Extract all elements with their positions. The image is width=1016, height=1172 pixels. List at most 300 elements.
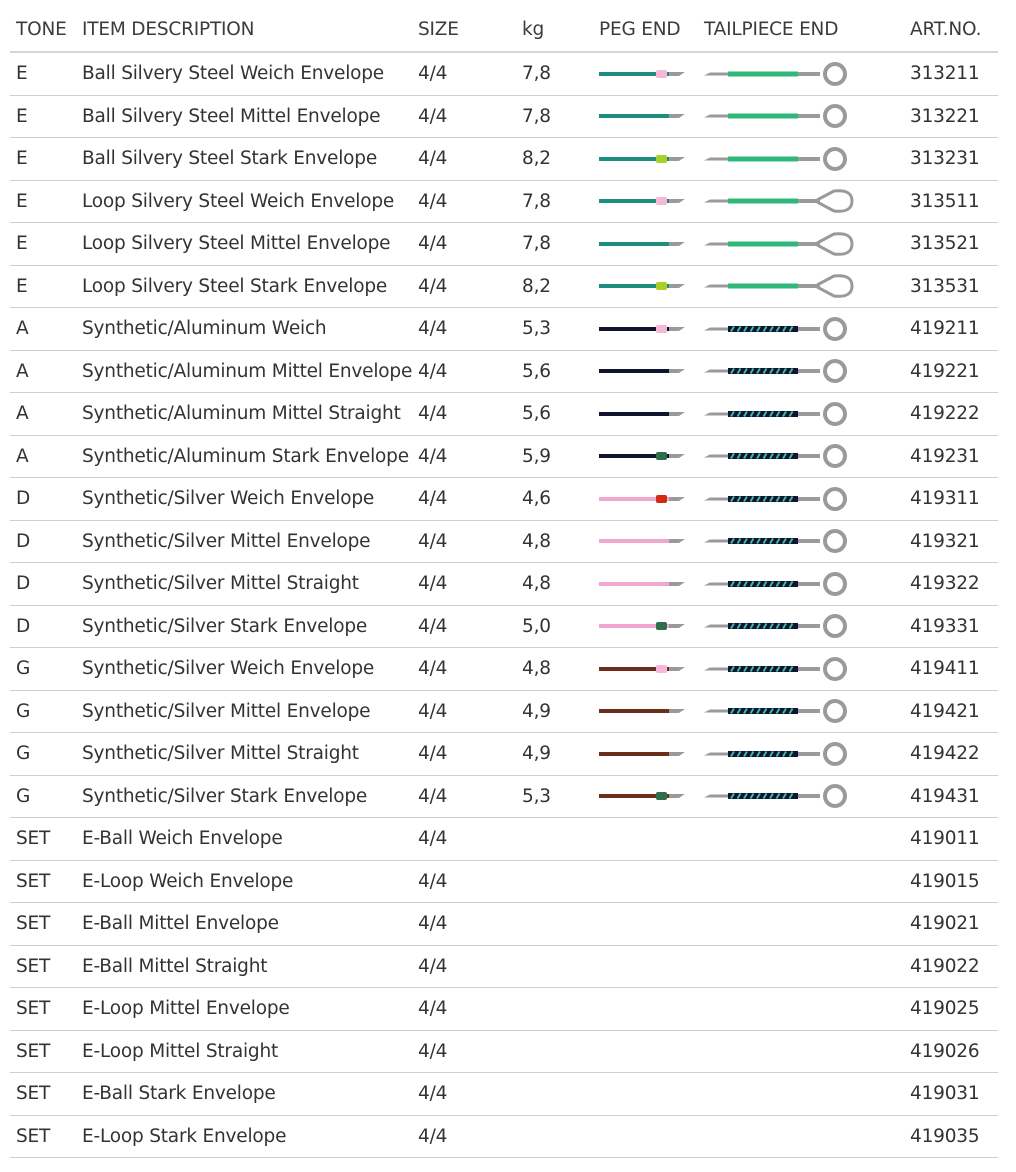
peg-end-string-icon [599,67,689,81]
cell-art-no: 419221 [910,360,980,382]
tail-lead [704,455,728,458]
tail-lead [704,667,728,670]
table-row [10,393,998,436]
cell-tailpiece-end [704,96,856,138]
tail-winding [728,199,798,204]
peg-core [599,582,669,586]
cell-tone: E [16,63,28,85]
ball-end [825,404,845,424]
cell-size: 4/4 [418,233,448,255]
table-row [10,138,998,181]
peg-tip [669,582,685,586]
cell-tailpiece-end [704,223,856,265]
tail-wire [798,327,820,331]
tail-lead [704,412,728,415]
cell-tailpiece-end [704,53,856,95]
table-row [10,691,998,734]
peg-tip [669,454,685,458]
tail-wire [798,369,820,373]
cell-tone: SET [16,870,51,892]
cell-kg: 7,8 [522,63,551,85]
peg-tip [669,242,685,246]
tail-lead [704,327,728,330]
silk-marker [656,70,667,78]
ball-end [825,616,845,636]
table-row [10,606,998,649]
peg-tip [669,667,685,671]
cell-size: 4/4 [418,1040,448,1062]
ball-end [825,744,845,764]
peg-end-string-icon [599,492,689,506]
cell-size: 4/4 [418,955,448,977]
cell-size: 4/4 [418,998,448,1020]
cell-item-description: E-Ball Stark Envelope [82,1083,276,1105]
cell-art-no: 419231 [910,445,980,467]
cell-art-no: 313221 [910,105,980,127]
header-tailpiece-end: TAILPIECE END [704,19,839,40]
table-row [10,308,998,351]
silk-marker [656,325,667,333]
cell-tailpiece-end [704,521,856,563]
loop-end [818,191,852,212]
cell-peg-end [599,393,689,435]
loop-end-string-icon [704,270,856,302]
peg-core [599,369,669,373]
cell-kg: 5,6 [522,360,551,382]
cell-tailpiece-end [704,436,856,478]
cell-art-no: 419411 [910,658,980,680]
peg-tip [669,794,685,798]
ball-end [825,786,845,806]
cell-item-description: Synthetic/Silver Stark Envelope [82,615,368,637]
ball-end [825,489,845,509]
cell-peg-end [599,648,689,690]
cell-art-no: 419021 [910,913,980,935]
peg-end-string-icon [599,789,689,803]
cell-item-description: Synthetic/Silver Weich Envelope [82,658,375,680]
table-row [10,478,998,521]
cell-tone: E [16,190,28,212]
tail-wire [798,794,820,798]
cell-item-description: Synthetic/Silver Stark Envelope [82,785,368,807]
peg-end-string-icon [599,109,689,123]
cell-art-no: 419025 [910,998,980,1020]
cell-item-description: Ball Silvery Steel Mittel Envelope [82,105,381,127]
tail-lead [704,752,728,755]
cell-kg: 5,3 [522,785,551,807]
cell-art-no: 419022 [910,955,980,977]
cell-art-no: 419311 [910,488,980,510]
cell-item-description: E-Loop Stark Envelope [82,1125,287,1147]
peg-tip [669,157,685,161]
table-row [10,563,998,606]
cell-art-no: 419211 [910,318,980,340]
cell-kg: 5,3 [522,318,551,340]
cell-tone: D [16,488,31,510]
loop-end-string-icon [704,185,856,217]
silk-marker [656,155,667,163]
cell-tone: D [16,530,31,552]
cell-item-description: Synthetic/Silver Mittel Straight [82,743,359,765]
silk-marker [656,665,667,673]
cell-tone: G [16,743,31,765]
cell-peg-end [599,53,689,95]
header-art-no: ART.NO. [910,19,982,40]
cell-tone: SET [16,1125,51,1147]
cell-tone: G [16,700,31,722]
cell-kg: 7,8 [522,233,551,255]
loop-end-string-icon [704,228,856,260]
tail-lead [704,582,728,585]
tail-wire [798,752,820,756]
peg-tip [669,497,685,501]
cell-peg-end [599,691,689,733]
cell-art-no: 419322 [910,573,980,595]
cell-peg-end [599,138,689,180]
cell-peg-end [599,96,689,138]
string-catalog-table [10,8,998,1158]
cell-size: 4/4 [418,913,448,935]
cell-size: 4/4 [418,870,448,892]
cell-tailpiece-end [704,691,856,733]
tail-wire [798,667,820,671]
table-row [10,988,998,1031]
ball-end-string-icon [704,483,856,515]
tail-lead [704,157,728,160]
cell-tone: SET [16,1040,51,1062]
cell-art-no: 419222 [910,403,980,425]
tail-lead [704,625,728,628]
cell-art-no: 419026 [910,1040,980,1062]
table-row [10,53,998,96]
peg-end-string-icon [599,237,689,251]
peg-end-string-icon [599,619,689,633]
tail-lead [704,72,728,75]
tail-winding [728,241,798,246]
cell-item-description: Synthetic/Aluminum Mittel Straight [82,403,401,425]
loop-end [818,276,852,297]
cell-tailpiece-end [704,648,856,690]
cell-art-no: 419321 [910,530,980,552]
tail-lead [704,540,728,543]
cell-kg: 5,6 [522,403,551,425]
cell-item-description: E-Loop Mittel Straight [82,1040,279,1062]
table-row [10,181,998,224]
cell-size: 4/4 [418,275,448,297]
peg-end-string-icon [599,364,689,378]
cell-tone: A [16,318,29,340]
peg-end-string-icon [599,407,689,421]
cell-size: 4/4 [418,63,448,85]
cell-item-description: Ball Silvery Steel Stark Envelope [82,148,378,170]
cell-art-no: 313511 [910,190,980,212]
peg-core [599,114,669,118]
cell-tone: D [16,615,31,637]
cell-art-no: 419422 [910,743,980,765]
peg-tip [669,752,685,756]
cell-size: 4/4 [418,445,448,467]
silk-marker [656,792,667,800]
silk-marker [656,282,667,290]
cell-tone: E [16,233,28,255]
table-row [10,648,998,691]
cell-tailpiece-end [704,733,856,775]
cell-tailpiece-end [704,563,856,605]
table-row [10,861,998,904]
peg-end-string-icon [599,279,689,293]
peg-tip [669,284,685,288]
peg-end-string-icon [599,704,689,718]
peg-tip [669,114,685,118]
tail-wire [798,539,820,543]
cell-item-description: E-Ball Weich Envelope [82,828,283,850]
header-kg: kg [522,19,545,40]
cell-peg-end [599,266,689,308]
peg-end-string-icon [599,449,689,463]
ball-end [825,361,845,381]
silk-marker [656,197,667,205]
silk-marker [656,495,667,503]
cell-kg: 4,6 [522,488,551,510]
table-row [10,1073,998,1116]
cell-tone: SET [16,913,51,935]
table-row [10,903,998,946]
tail-lead [704,497,728,500]
cell-size: 4/4 [418,700,448,722]
tail-wire [798,157,820,161]
table-row [10,733,998,776]
table-row [10,351,998,394]
cell-size: 4/4 [418,530,448,552]
cell-size: 4/4 [418,190,448,212]
cell-tone: G [16,785,31,807]
cell-peg-end [599,733,689,775]
peg-end-string-icon [599,152,689,166]
peg-tip [669,327,685,331]
ball-end [825,574,845,594]
cell-item-description: E-Loop Weich Envelope [82,870,294,892]
peg-end-string-icon [599,662,689,676]
cell-item-description: E-Ball Mittel Straight [82,955,268,977]
cell-peg-end [599,223,689,265]
cell-tailpiece-end [704,776,856,818]
cell-peg-end [599,563,689,605]
ball-end-string-icon [704,398,856,430]
cell-size: 4/4 [418,360,448,382]
cell-item-description: Synthetic/Aluminum Mittel Envelope [82,360,413,382]
cell-kg: 5,9 [522,445,551,467]
cell-size: 4/4 [418,1083,448,1105]
cell-art-no: 419011 [910,828,980,850]
cell-art-no: 313231 [910,148,980,170]
table-row [10,266,998,309]
table-row [10,436,998,479]
cell-peg-end [599,521,689,563]
cell-size: 4/4 [418,318,448,340]
cell-peg-end [599,436,689,478]
cell-item-description: Synthetic/Silver Mittel Envelope [82,700,371,722]
cell-size: 4/4 [418,828,448,850]
ball-end [825,531,845,551]
cell-size: 4/4 [418,615,448,637]
cell-peg-end [599,478,689,520]
cell-size: 4/4 [418,1125,448,1147]
tail-wire [798,72,820,76]
cell-item-description: Synthetic/Silver Mittel Envelope [82,530,371,552]
cell-kg: 4,8 [522,530,551,552]
cell-kg: 5,0 [522,615,551,637]
cell-art-no: 419035 [910,1125,980,1147]
silk-marker [656,452,667,460]
header-tone: TONE [16,19,67,40]
peg-tip [669,539,685,543]
ball-end-string-icon [704,780,856,812]
tail-wire [798,497,820,501]
peg-core [599,709,669,713]
silk-marker [656,622,667,630]
cell-size: 4/4 [418,148,448,170]
ball-end [825,149,845,169]
cell-tone: SET [16,1083,51,1105]
cell-item-description: Synthetic/Silver Mittel Straight [82,573,359,595]
cell-size: 4/4 [418,488,448,510]
ball-end-string-icon [704,100,856,132]
ball-end-string-icon [704,355,856,387]
ball-end [825,319,845,339]
peg-end-string-icon [599,577,689,591]
ball-end [825,446,845,466]
tail-wire [798,454,820,458]
cell-item-description: E-Ball Mittel Envelope [82,913,279,935]
tail-wire [798,412,820,416]
peg-tip [669,72,685,76]
table-row [10,818,998,861]
ball-end-string-icon [704,313,856,345]
tail-lead [704,115,728,118]
cell-peg-end [599,776,689,818]
cell-art-no: 313521 [910,233,980,255]
cell-art-no: 419431 [910,785,980,807]
cell-kg: 4,8 [522,658,551,680]
cell-tailpiece-end [704,478,856,520]
cell-tailpiece-end [704,606,856,648]
cell-tone: SET [16,828,51,850]
ball-end-string-icon [704,525,856,557]
cell-size: 4/4 [418,743,448,765]
cell-kg: 7,8 [522,190,551,212]
peg-end-string-icon [599,534,689,548]
peg-tip [669,709,685,713]
cell-peg-end [599,606,689,648]
tail-lead [704,200,728,203]
table-row [10,223,998,266]
tail-winding [728,156,798,161]
tail-winding [728,114,798,119]
tail-winding [728,71,798,76]
table-row [10,1031,998,1074]
ball-end-string-icon [704,58,856,90]
cell-art-no: 419015 [910,870,980,892]
cell-kg: 8,2 [522,275,551,297]
tail-lead [704,370,728,373]
peg-core [599,752,669,756]
tail-lead [704,285,728,288]
cell-art-no: 419421 [910,700,980,722]
ball-end [825,701,845,721]
table-row [10,521,998,564]
ball-end [825,659,845,679]
cell-tone: A [16,403,29,425]
cell-peg-end [599,181,689,223]
cell-tone: E [16,105,28,127]
peg-end-string-icon [599,747,689,761]
cell-tailpiece-end [704,308,856,350]
cell-tone: A [16,445,29,467]
ball-end [825,64,845,84]
header-size: SIZE [418,19,459,40]
cell-tone: A [16,360,29,382]
cell-tone: G [16,658,31,680]
cell-kg: 7,8 [522,105,551,127]
ball-end-string-icon [704,738,856,770]
peg-tip [669,412,685,416]
cell-art-no: 313531 [910,275,980,297]
table-row [10,96,998,139]
table-body [10,53,998,1158]
cell-item-description: Synthetic/Silver Weich Envelope [82,488,375,510]
peg-tip [669,624,685,628]
table-row [10,946,998,989]
peg-end-string-icon [599,194,689,208]
cell-kg: 4,8 [522,573,551,595]
cell-item-description: Loop Silvery Steel Stark Envelope [82,275,388,297]
ball-end [825,106,845,126]
cell-tailpiece-end [704,351,856,393]
tail-wire [798,624,820,628]
cell-item-description: Loop Silvery Steel Weich Envelope [82,190,395,212]
cell-kg: 4,9 [522,743,551,765]
ball-end-string-icon [704,568,856,600]
cell-size: 4/4 [418,573,448,595]
cell-size: 4/4 [418,658,448,680]
header-item-description: ITEM DESCRIPTION [82,19,255,40]
tail-lead [704,242,728,245]
peg-tip [669,199,685,203]
tail-winding [728,284,798,289]
cell-art-no: 419331 [910,615,980,637]
cell-item-description: Synthetic/Aluminum Stark Envelope [82,445,409,467]
peg-core [599,412,669,416]
table-row [10,776,998,819]
cell-item-description: E-Loop Mittel Envelope [82,998,290,1020]
cell-tone: SET [16,955,51,977]
cell-tailpiece-end [704,393,856,435]
cell-tailpiece-end [704,266,856,308]
header-peg-end: PEG END [599,19,681,40]
cell-tone: SET [16,998,51,1020]
cell-tone: E [16,275,28,297]
cell-item-description: Synthetic/Aluminum Weich [82,318,327,340]
ball-end-string-icon [704,440,856,472]
peg-end-string-icon [599,322,689,336]
tail-lead [704,795,728,798]
cell-size: 4/4 [418,785,448,807]
cell-item-description: Loop Silvery Steel Mittel Envelope [82,233,391,255]
cell-tone: E [16,148,28,170]
tail-wire [798,114,820,118]
cell-kg: 8,2 [522,148,551,170]
cell-peg-end [599,308,689,350]
